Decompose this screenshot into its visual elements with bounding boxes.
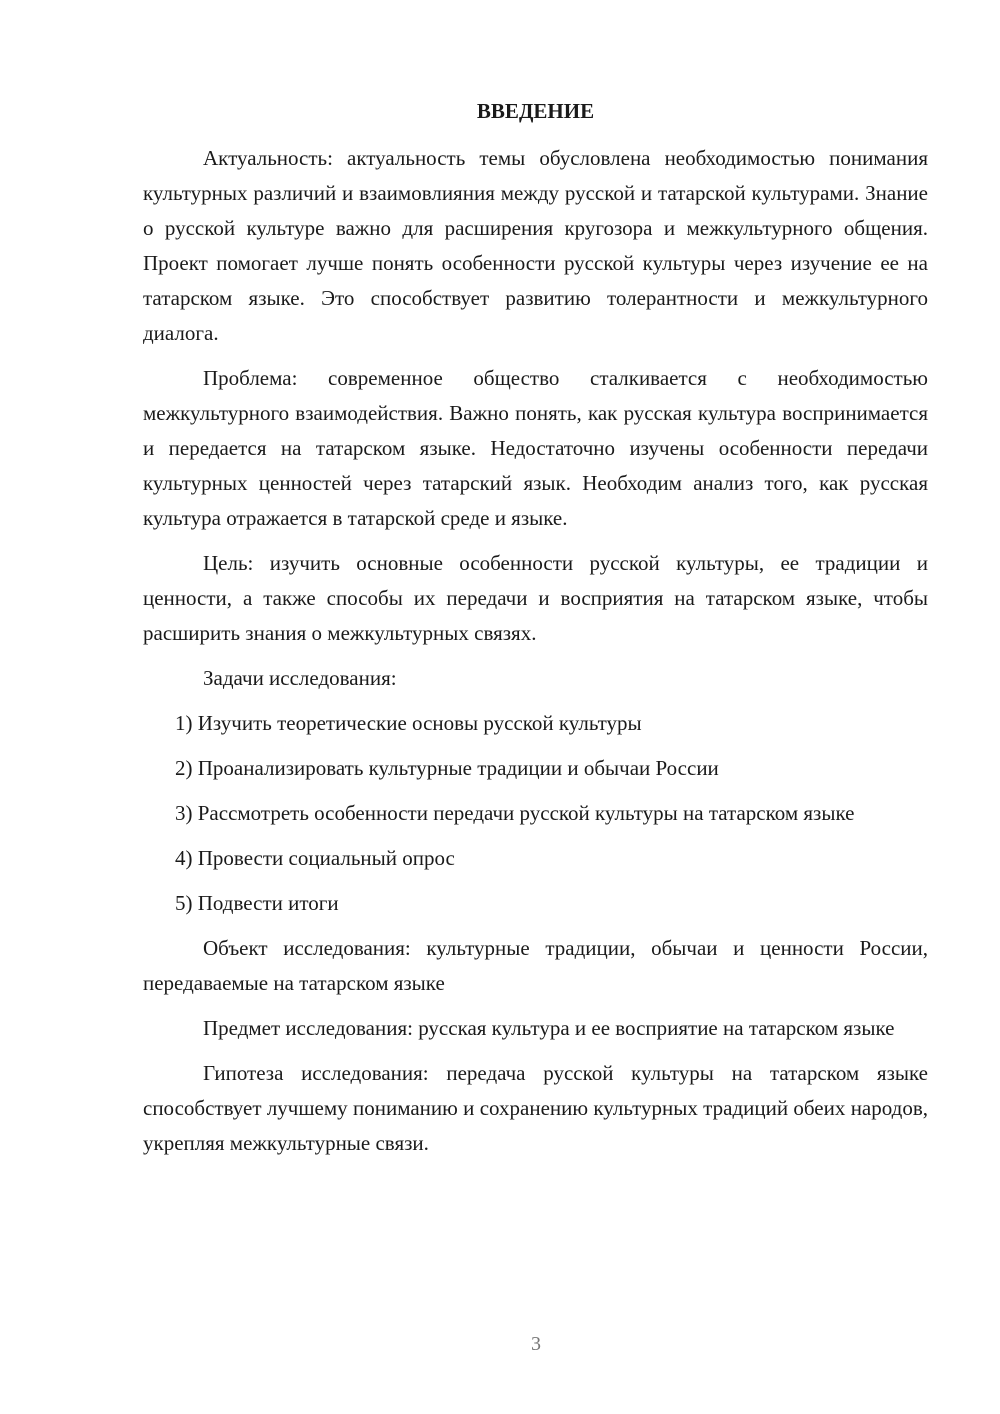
page-content xyxy=(143,94,928,1171)
task-item: 2) Проанализировать культурные традиции и обычаи России xyxy=(175,756,719,780)
task-item: 5) Подвести итоги xyxy=(175,891,339,915)
task-item: 3) Рассмотреть особенности передачи русской культуры на татарском языке xyxy=(175,801,855,825)
paragraph-object: Объект исследования: культурные традиции, обычаи и ценности России, передаваемые на татарском языке xyxy=(143,936,928,995)
paragraph-goal: Цель: изучить основные особенности русской культуры, ее традиции и ценности, а также способы их передачи и восприятия на татарском языке, чтобы расширить знания о межкультурных связях. xyxy=(143,551,928,645)
task-item: 1) Изучить теоретические основы русской культуры xyxy=(175,711,642,735)
paragraph-hypothesis: Гипотеза исследования: передача русской культуры на татарском языке способствует лучшему пониманию и сохранению культурных традиций обеих народов, укрепляя межкультурные связи. xyxy=(143,1061,928,1155)
paragraph-relevance: Актуальность: актуальность темы обусловлена необходимостью понимания культурных различий и взаимовлияния между русской и татарской культурами. Знание о русской культуре важно для расширения кругозора и межкультурного общения. Проект помогает лучше понять особенности русской культуры через изучение ее на татарском языке. Это способствует развитию толерантности и межкультурного диалога. xyxy=(143,146,928,345)
task-list xyxy=(143,706,928,921)
task-item: 4) Провести социальный опрос xyxy=(175,846,455,870)
paragraph-problem: Проблема: современное общество сталкивается с необходимостью межкультурного взаимодействия. Важно понять, как русская культура воспринимается и передается на татарском языке. Недостаточно изучены особенности передачи культурных ценностей через татарский язык. Необходим анализ того, как русская культура отражается в татарской среде и языке. xyxy=(143,366,928,530)
section-title: ВВЕДЕНИЕ xyxy=(476,99,595,123)
page-number: 3 xyxy=(531,1333,541,1355)
paragraph-subject: Предмет исследования: русская культура и ее восприятие на татарском языке xyxy=(203,1016,895,1040)
paragraph-tasks-heading: Задачи исследования: xyxy=(203,666,397,690)
